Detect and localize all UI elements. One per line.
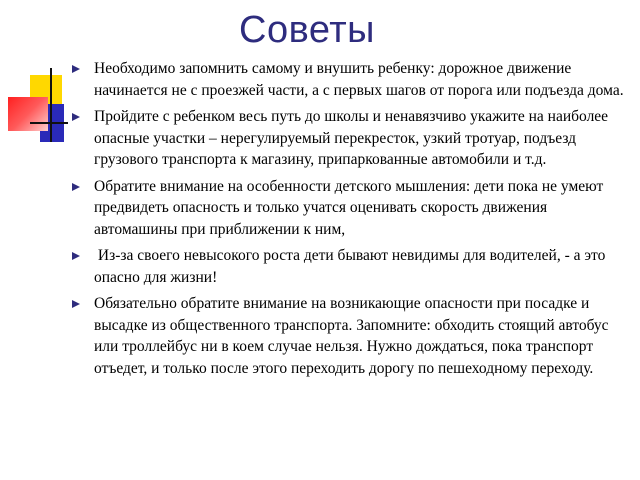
list-item xyxy=(72,106,632,171)
list-item xyxy=(72,245,632,288)
list-item-text: Обратите внимание на особенности детского мышления: дети пока не умеют предвидеть опасность и только учатся оценивать скорость движения автомашины при приближении к ним, xyxy=(94,177,604,238)
list-item-text: Пройдите с ребенком весь путь до школы и ненавязчиво укажите на наиболее опасные участки – нерегулируемый перекресток, узкий тротуар, подъезд грузового транспорта к магазину, припаркованные автомобили и т.д. xyxy=(94,108,609,168)
vertical-line xyxy=(50,68,52,142)
list-item xyxy=(72,176,632,241)
list-item xyxy=(72,58,632,101)
list-item-text: Из-за своего невысокого роста дети бывают невидимы для водителей, - а это опасно для жизни! xyxy=(94,247,610,286)
horizontal-line xyxy=(30,122,68,124)
triangle-bullet-icon xyxy=(72,183,80,191)
bullet-list xyxy=(72,58,632,384)
red-gradient-square xyxy=(8,97,48,131)
list-item-text: Обязательно обратите внимание на возникающие опасности при посадке и высадке из общественного транспорта. Запомните: обходить стоящий автобус или троллейбус ни в коем случае нельзя. Нужно дождаться, пока транспорт отъедет, и только после этого переходить дорогу по пешеходному переходу. xyxy=(94,295,609,377)
list-item xyxy=(72,293,632,379)
triangle-bullet-icon xyxy=(72,113,80,121)
triangle-bullet-icon xyxy=(72,252,80,260)
slide-title: Советы xyxy=(239,9,375,51)
triangle-bullet-icon xyxy=(72,65,80,73)
triangle-bullet-icon xyxy=(72,300,80,308)
list-item-text: Необходимо запомнить самому и внушить ребенку: дорожное движение начинается не с проезжей части, а с первых шагов от порога или подъезда дома. xyxy=(94,60,624,99)
